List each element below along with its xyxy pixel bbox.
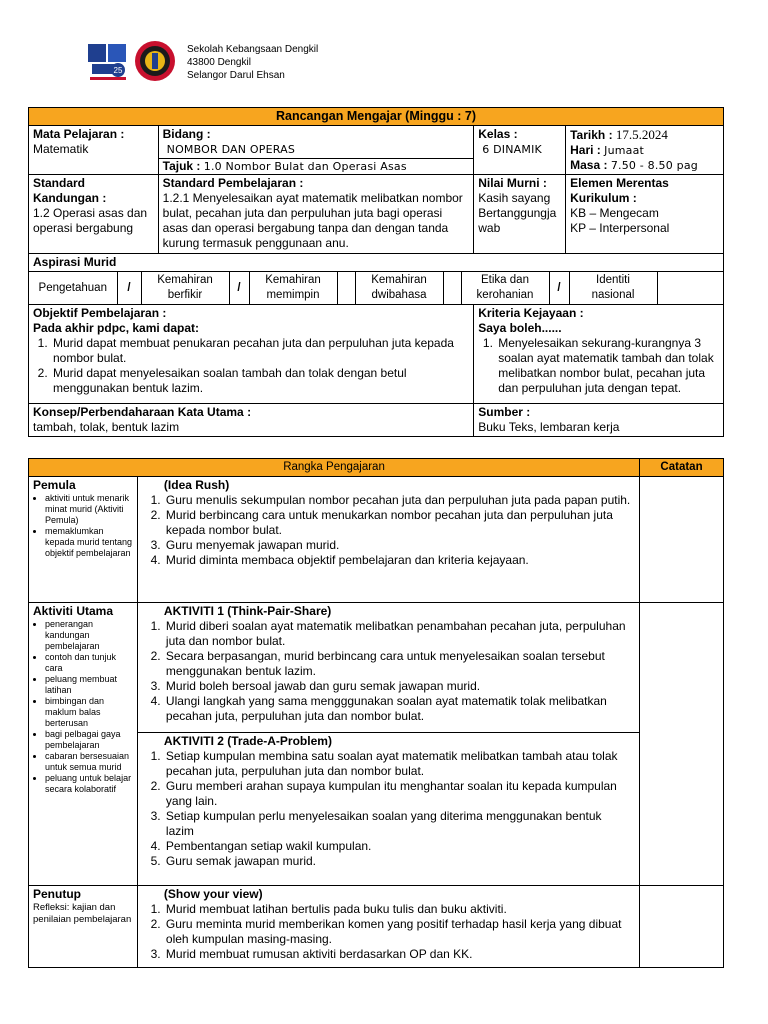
aktiviti1-steps	[146, 619, 631, 724]
objektif-intro: Pada akhir pdpc, kami dapat:	[33, 321, 200, 335]
kriteria-intro: Saya boleh......	[478, 321, 562, 335]
utama-cell	[29, 603, 138, 886]
emk-cell	[566, 175, 724, 254]
rangka-header: Rangka Pengajaran	[29, 459, 640, 477]
aktiviti2-steps	[146, 749, 631, 869]
aspirasi-mark-2: /	[229, 272, 249, 304]
pemula-catatan	[640, 477, 724, 603]
kriteria-list	[478, 336, 719, 396]
pemula-step: 4. Murid diminta membaca objektif pembelajaran dan kriteria kejayaan.	[164, 553, 631, 568]
aspirasi-kerohanian: Etika dan kerohanian	[461, 272, 549, 304]
aspirasi-mark-4	[443, 272, 461, 304]
aktiviti2-content	[137, 733, 639, 886]
mata-pelajaran-cell	[29, 126, 159, 175]
penutup-content	[137, 886, 639, 968]
aktiviti1-step: 2. Secara berpasangan, murid berbincang cara untuk menyelesaikan soalan tersebut menggunakan bentuk lazim.	[164, 649, 631, 679]
sp-value: 1.2.1 Menyelesaikan ayat matematik melibatkan nombor bulat, pecahan juta dan perpuluhan juta bagi operasi asas dan operasi bergabung tanpa dan dengan tanda kurung termasuk penggunaan anu.	[162, 191, 463, 250]
mata-value: Matematik	[33, 142, 89, 156]
school-postcode: 43800 Dengkil	[187, 57, 251, 68]
aktiviti2-step: 2. Guru memberi arahan supaya kumpulan itu menghantar soalan itu kepada kumpulan yang lain.	[164, 779, 631, 809]
objektif-list	[33, 336, 469, 396]
aktiviti2-step: 5. Guru semak jawapan murid.	[164, 854, 631, 869]
aspirasi-pengetahuan: Pengetahuan	[29, 272, 117, 304]
aktiviti2-step: 4. Pembentangan setiap wakil kumpulan.	[164, 839, 631, 854]
bidang-cell	[158, 126, 474, 175]
pemula-cell	[29, 477, 138, 603]
crest-logo	[133, 39, 177, 83]
pemula-step: 1. Guru menulis sekumpulan nombor pecahan juta dan perpuluhan juta pada papan putih.	[164, 493, 631, 508]
utama-catatan	[640, 603, 724, 886]
masa-label: Masa :	[570, 158, 608, 172]
rangka-table	[28, 458, 724, 968]
hari-label: Hari :	[570, 143, 601, 157]
penutup-title: (Show your view)	[163, 887, 263, 901]
aspirasi-dwibahasa: Kemahiran dwibahasa	[355, 272, 443, 304]
utama-notes	[33, 619, 133, 795]
school-state: Selangor Darul Ehsan	[187, 70, 285, 81]
standard-pembelajaran-cell	[158, 175, 474, 254]
aktiviti1-content	[137, 603, 639, 733]
aktiviti1-step: 4. Ulangi langkah yang sama mengggunakan soalan ayat matematik tolak melibatkan pecahan juta, perpuluhan juta dan nombor bulat.	[164, 694, 631, 724]
penutup-catatan	[640, 886, 724, 968]
utama-note: • penerangan kandungan pembelajaran	[45, 619, 133, 652]
catatan-header: Catatan	[640, 459, 724, 477]
school-address	[187, 43, 318, 82]
aktiviti2-title: AKTIVITI 2 (Trade-A-Problem)	[163, 734, 332, 748]
kriteria-item: 1. Menyelesaikan sekurang-kurangnya 3 soalan ayat matematik tambah dan tolak melibatkan nombor bulat, pecahan juta dan perpuluhan juta dengan tepat.	[496, 336, 719, 396]
objektif-label: Objektif Pembelajaran :	[33, 306, 167, 320]
objektif-item: 1. Murid dapat membuat penukaran pecahan juta dan perpuluhan juta kepada nombor bulat.	[51, 336, 469, 366]
school-name: Sekolah Kebangsaan Dengkil	[187, 44, 319, 55]
pemula-step: 2. Murid berbincang cara untuk menukarkan nombor pecahan juta dan perpuluhan juta kepada nombor bulat.	[164, 508, 631, 538]
penutup-step: 1. Murid membuat latihan bertulis pada buku tulis dan buku aktiviti.	[164, 902, 631, 917]
pemula-content	[137, 477, 639, 603]
pemula-note: • memaklumkan kepada murid tentang objektif pembelajaran	[45, 526, 133, 559]
pemula-notes	[33, 493, 133, 559]
nilai-murni-cell	[474, 175, 566, 254]
mata-label: Mata Pelajaran :	[33, 127, 125, 141]
penutup-cell	[29, 886, 138, 968]
konsep-value: tambah, tolak, bentuk lazim	[33, 420, 180, 434]
emk-kb: KB – Mengecam	[570, 206, 659, 220]
logo-number: 25	[113, 66, 123, 75]
kelas-label: Kelas :	[478, 127, 518, 141]
objektif-cell	[29, 305, 474, 404]
sk-label: Standard Kandungan :	[33, 176, 107, 205]
tajuk-label: Tajuk :	[162, 159, 201, 173]
penutup-step: 3. Murid membuat rumusan aktiviti berdasarkan OP dan KK.	[164, 947, 631, 962]
penutup-note: Refleksi: kajian dan penilaian pembelajaran	[33, 902, 132, 925]
penutup-step: 2. Guru meminta murid memberikan komen yang positif terhadap hasil kerja yang dibuat oleh kumpulan masing-masing.	[164, 917, 631, 947]
objektif-item: 2. Murid dapat menyelesaikan soalan tambah dan tolak dengan betul menggunakan bentuk lazim.	[51, 366, 469, 396]
kelas-cell	[474, 126, 566, 175]
sp-label: Standard Pembelajaran :	[162, 176, 304, 190]
utama-note: • bimbingan dan maklum balas berterusan	[45, 696, 133, 729]
aspirasi-mark-1: /	[117, 272, 141, 304]
nilai-label: Nilai Murni :	[478, 176, 547, 190]
aspirasi-memimpin: Kemahiran memimpin	[249, 272, 337, 304]
hari-value: Jumaat	[604, 144, 645, 157]
pemula-title: (Idea Rush)	[163, 478, 230, 492]
emk-kp: KP – Interpersonal	[570, 221, 670, 235]
tarikh-cell	[566, 126, 724, 175]
aspirasi-label: Aspirasi Murid	[29, 254, 724, 272]
tarikh-label: Tarikh :	[570, 128, 613, 142]
aspirasi-mark-6	[657, 272, 723, 304]
utama-note: • bagi pelbagai gaya pembelajaran	[45, 729, 133, 751]
sumber-cell	[474, 404, 724, 437]
standard-kandungan-cell	[29, 175, 159, 254]
pemula-note: • aktiviti untuk menarik minat murid (Aktiviti Pemula)	[45, 493, 133, 526]
aspirasi-mark-5: /	[549, 272, 569, 304]
kelas-value: 6 DINAMIK	[482, 143, 542, 156]
kriteria-label: Kriteria Kejayaan :	[478, 306, 584, 320]
kriteria-cell	[474, 305, 724, 404]
masa-value: 7.50 - 8.50 pag	[610, 159, 698, 172]
sumber-label: Sumber :	[478, 405, 531, 419]
sk-value: 1.2 Operasi asas dan operasi bergabung	[33, 206, 148, 235]
plan-title: Rancangan Mengajar (Minggu : 7)	[29, 108, 724, 126]
aktiviti1-step: 1. Murid diberi soalan ayat matematik melibatkan penambahan pecahan juta, perpuluhan juta dan nombor bulat.	[164, 619, 631, 649]
nilai-value: Kasih sayang Bertanggungjawab	[478, 191, 557, 235]
lesson-plan-table	[28, 107, 724, 437]
aktiviti1-title: AKTIVITI 1 (Think-Pair-Share)	[163, 604, 332, 618]
penutup-label: Penutup	[33, 887, 81, 901]
penutup-steps	[146, 902, 631, 962]
konsep-cell	[29, 404, 474, 437]
aspirasi-nasional: Identiti nasional	[569, 272, 657, 304]
tarikh-value: 17.5.2024	[615, 127, 668, 142]
bidang-label: Bidang :	[162, 127, 211, 141]
aspirasi-berfikir: Kemahiran berfikir	[141, 272, 229, 304]
utama-label: Aktiviti Utama	[33, 604, 114, 618]
utama-note: • cabaran bersesuaian untuk semua murid	[45, 751, 133, 773]
utama-note: • peluang untuk belajar secara kolaboratif	[45, 773, 133, 795]
aktiviti2-step: 3. Setiap kumpulan perlu menyelesaikan soalan yang diterima menggunakan bentuk lazim	[164, 809, 631, 839]
bidang-value: NOMBOR DAN OPERAS	[166, 143, 296, 156]
aktiviti2-step: 1. Setiap kumpulan membina satu soalan ayat matematik melibatkan tambah atau tolak pecahan juta, perpuluhan juta dan nombor bulat.	[164, 749, 631, 779]
pemula-step: 3. Guru menyemak jawapan murid.	[164, 538, 631, 553]
pemula-steps	[146, 493, 631, 568]
utama-note: • peluang membuat latihan	[45, 674, 133, 696]
sumber-value: Buku Teks, lembaran kerja	[478, 420, 620, 434]
tajuk-value: 1.0 Nombor Bulat dan Operasi Asas	[203, 160, 407, 173]
utama-note: • contoh dan tunjuk cara	[45, 652, 133, 674]
aspirasi-mark-3	[337, 272, 355, 304]
school-logo	[86, 40, 130, 84]
aspirasi-row	[29, 272, 724, 305]
konsep-label: Konsep/Perbendaharaan Kata Utama :	[33, 405, 252, 419]
emk-label: Elemen Merentas Kurikulum :	[570, 176, 669, 205]
aktiviti1-step: 3. Murid boleh bersoal jawab dan guru semak jawapan murid.	[164, 679, 631, 694]
pemula-label: Pemula	[33, 478, 76, 492]
